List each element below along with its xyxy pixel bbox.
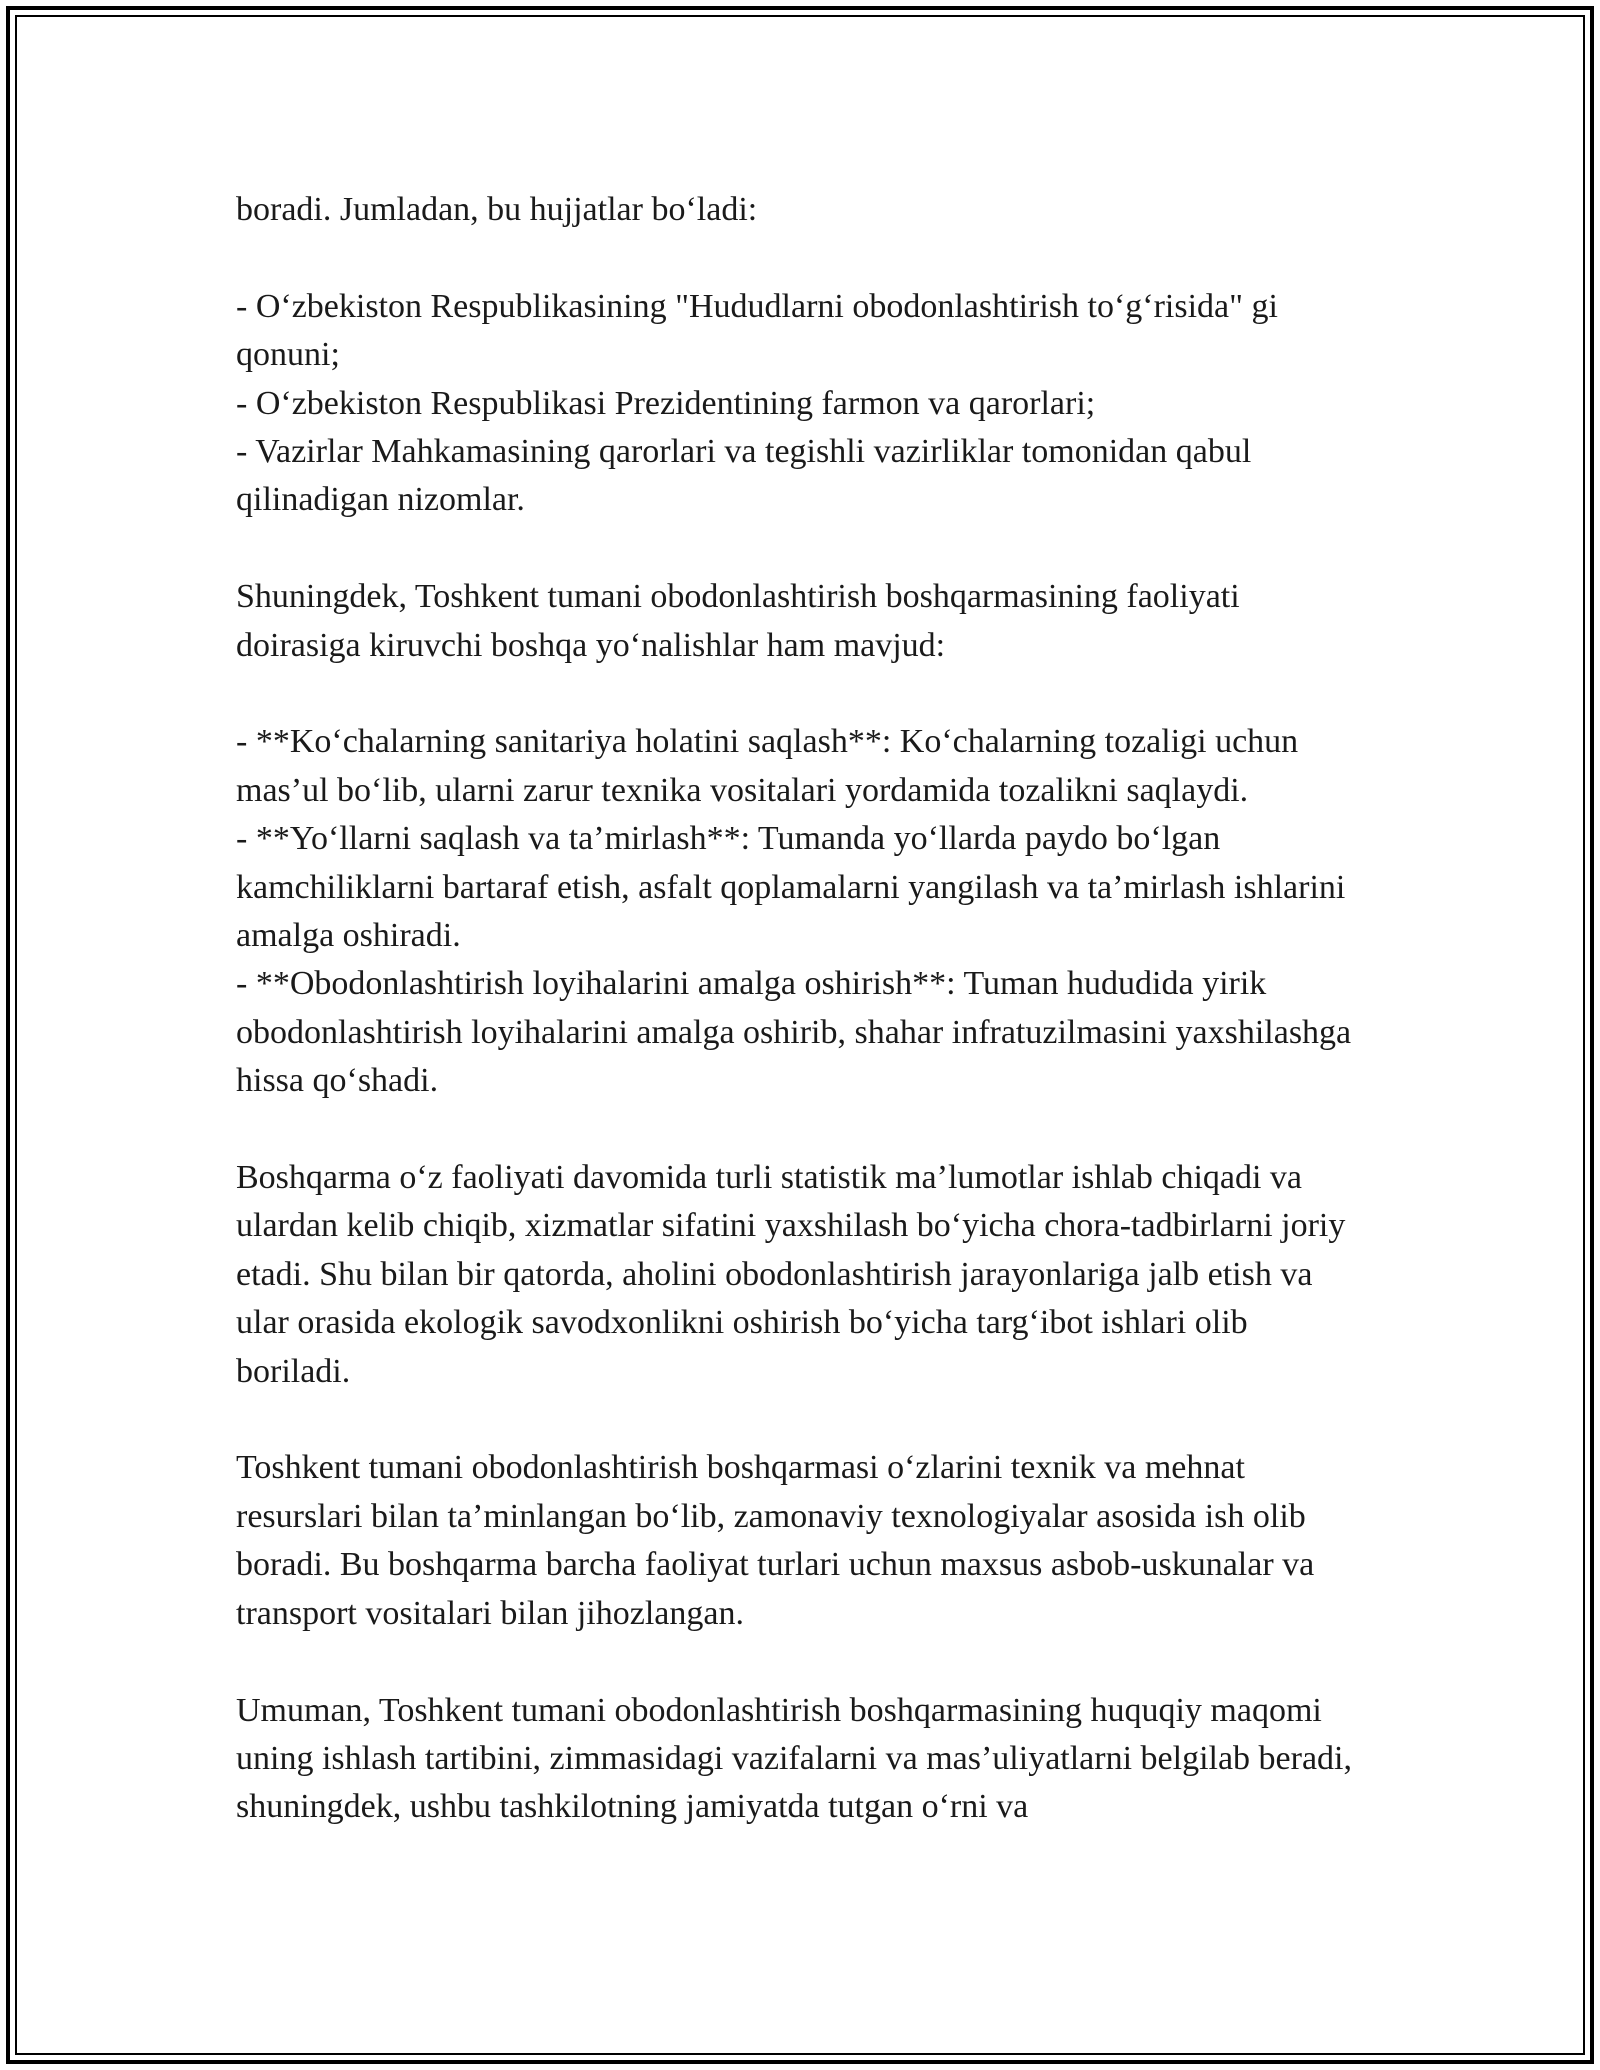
paragraph-gap bbox=[236, 234, 1366, 282]
paragraph-gap bbox=[236, 525, 1366, 573]
list-item: - Vazirlar Mahkamasining qarorlari va tegishli vazirliklar tomonidan qabul qilinadigan nizomlar. bbox=[236, 433, 1252, 519]
paragraph-gap bbox=[236, 1106, 1366, 1154]
paragraph: Shuningdek, Toshkent tumani obodonlashtirish boshqarmasining faoliyati doirasiga kiruvchi boshqa yo‘nalishlar ham mavjud: bbox=[236, 578, 1240, 664]
paragraph: Boshqarma o‘z faoliyati davomida turli statistik ma’lumotlar ishlab chiqadi va ulardan kelib chiqib, xizmatlar sifatini yaxshilash bo‘yicha chora-tadbirlarni joriy etadi. Shu bilan bir qatorda, aholini obodonlashtirish jarayonlariga jalb etish va ular orasida ekologik savodxonlikni oshirish bo‘yicha targ‘ibot ishlari olib boriladi. bbox=[236, 1159, 1346, 1390]
list-item: - **Ko‘chalarning sanitariya holatini saqlash**: Ko‘chalarning tozaligi uchun mas’ul bo‘lib, ularni zarur texnika vositalari yordamida tozalikni saqlaydi. bbox=[236, 723, 1299, 809]
paragraph-gap bbox=[236, 1638, 1366, 1686]
list-item: - O‘zbekiston Respublikasining "Hududlarni obodonlashtirish to‘g‘risida" gi qonuni; bbox=[236, 287, 1278, 374]
document-body bbox=[236, 186, 1366, 1832]
paragraph: Toshkent tumani obodonlashtirish boshqarmasi o‘zlarini texnik va mehnat resurslari bilan ta’minlangan bo‘lib, zamonaviy texnologiyalar asosida ish olib boradi. Bu boshqarma barcha faoliyat turlari uchun maxsus asbob-uskunalar va transport vositalari bilan jihozlangan. bbox=[236, 1449, 1315, 1632]
list-item: - **Yo‘llarni saqlash va ta’mirlash**: Tumanda yo‘llarda paydo bo‘lgan kamchiliklarni bartaraf etish, asfalt qoplamalarni yangilash va ta’mirlash ishlarini amalga oshiradi. bbox=[236, 820, 1346, 955]
paragraph: Umuman, Toshkent tumani obodonlashtirish boshqarmasining huquqiy maqomi uning ishlash tartibini, zimmasidagi vazifalarni va mas’uliyatlarni belgilab beradi, shuningdek, ushbu tashkilotning jamiyatda tutgan o‘rni va bbox=[236, 1691, 1353, 1826]
list-item: - **Obodonlashtirish loyihalarini amalga oshirish**: Tuman hududida yirik obodonlashtirish loyihalarini amalga oshirib, shahar infratuzilmasini yaxshilashga hissa qo‘shadi. bbox=[236, 965, 1352, 1100]
paragraph-gap bbox=[236, 1396, 1366, 1444]
paragraph-gap bbox=[236, 670, 1366, 718]
intro-line: boradi. Jumladan, bu hujjatlar bo‘ladi: bbox=[236, 191, 758, 228]
list-item: - O‘zbekiston Respublikasi Prezidentining farmon va qarorlari; bbox=[236, 384, 1096, 422]
